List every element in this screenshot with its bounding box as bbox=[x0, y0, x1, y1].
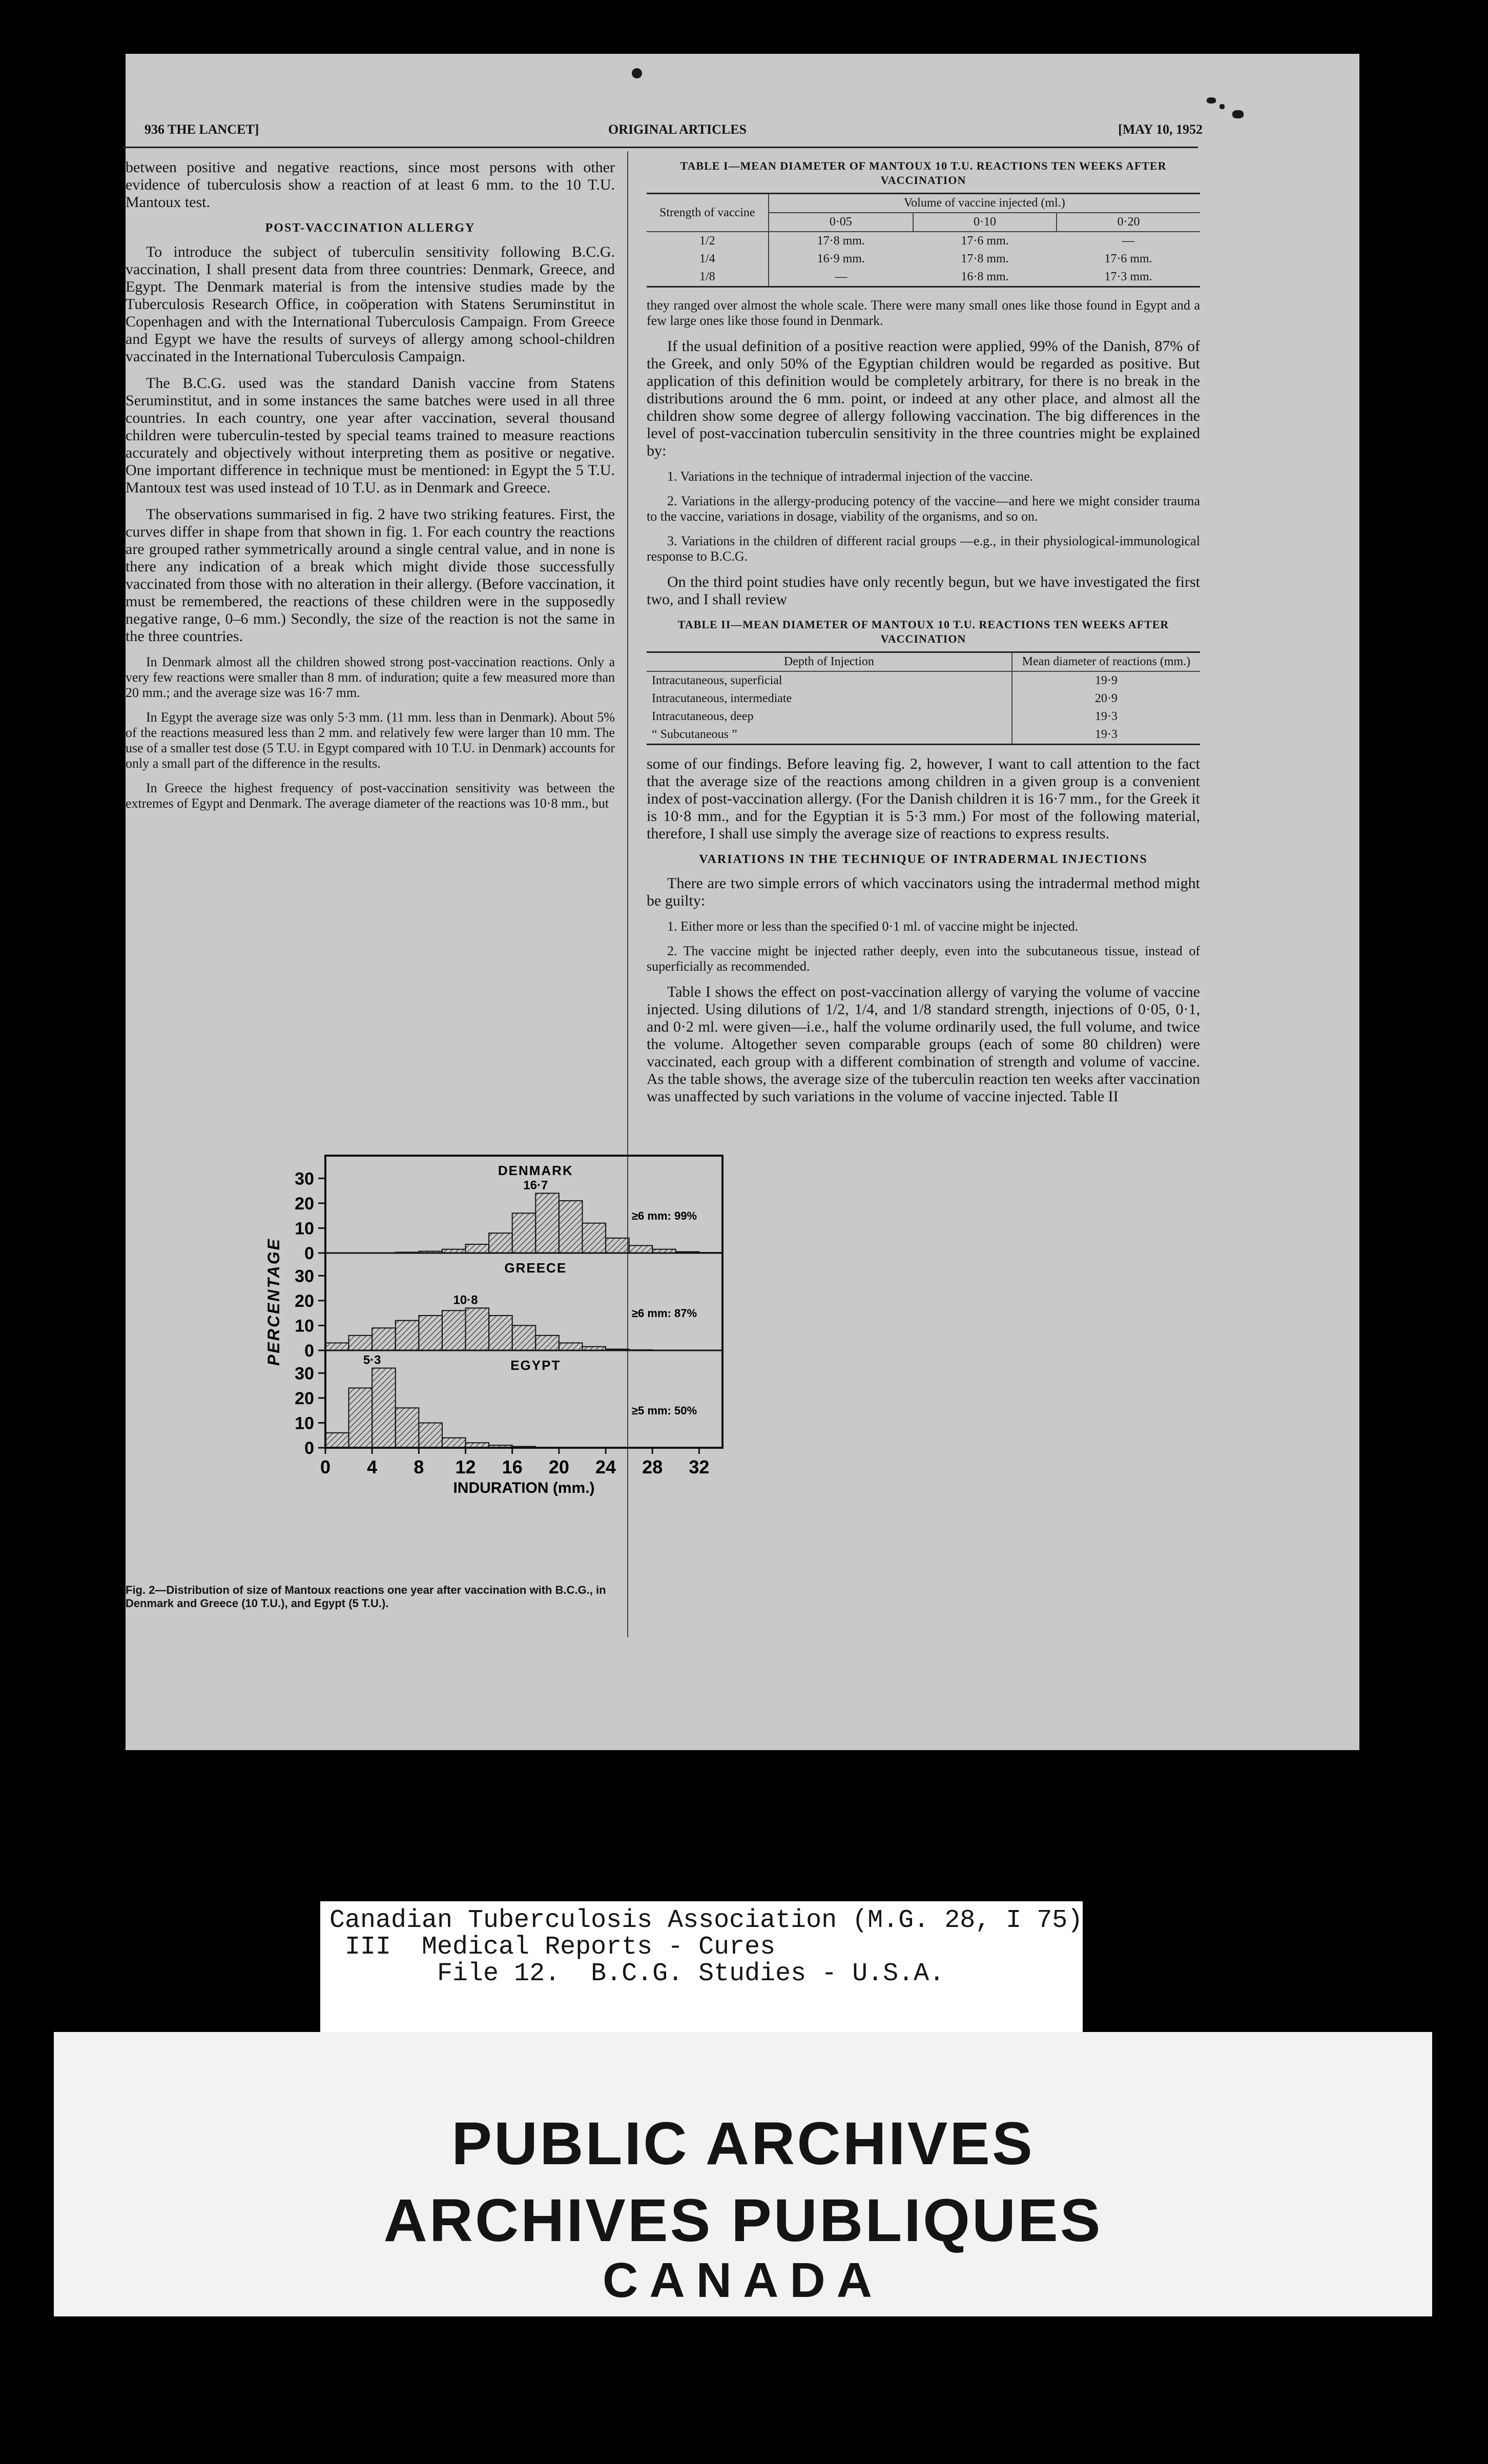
archive-label-line: Canadian Tuberculosis Association (M.G. 28, I 75) bbox=[329, 1906, 1083, 1935]
histogram-bar bbox=[349, 1336, 373, 1350]
stamp-line-canada: CANADA bbox=[603, 2253, 883, 2308]
table1-cell: — bbox=[835, 270, 848, 283]
table2-cell: Intracutaneous, intermediate bbox=[647, 690, 1012, 708]
paragraph: Table I shows the effect on post-vaccination allergy of varying the volume of vaccine injected. Using dilutions of 1/2, 1/4, and 1/8 standard strength, injections of 0·05, 0·1, and 0·2 ml. were given—i.e., half the volume ordinarily used, the full volume, and twice the volume. Altogether seven comparable groups (each of some 80 children) were vaccinated, each group with a different combination of strength and volume of vaccine. As the table shows, the average size of the tuberculin reaction ten weeks after vaccination was unaffected by such variations in the volume of vaccine injected. Table II bbox=[647, 983, 1200, 1105]
table1-header-strength: Strength of vaccine bbox=[647, 194, 769, 232]
histogram-bar bbox=[535, 1193, 559, 1253]
table1-cell: — bbox=[1122, 234, 1134, 248]
y-tick-label: 20 bbox=[295, 1388, 314, 1408]
histogram-bar bbox=[325, 1343, 349, 1350]
histogram-bar bbox=[396, 1321, 419, 1350]
x-tick-label: 8 bbox=[414, 1456, 424, 1477]
x-tick-label: 32 bbox=[689, 1456, 710, 1477]
histogram-bar bbox=[442, 1438, 466, 1448]
paragraph: they ranged over almost the whole scale. There were many small ones like those found in Egypt and a few large ones like those found in Denmark. bbox=[647, 298, 1200, 328]
x-tick-label: 4 bbox=[367, 1456, 378, 1477]
paragraph: On the third point studies have only recently begun, but we have investigated the first two, and I shall review bbox=[647, 573, 1200, 608]
archive-label-line: File 12. B.C.G. Studies - U.S.A. bbox=[329, 1959, 945, 1988]
panel-mean-label: 5·3 bbox=[363, 1353, 381, 1367]
x-axis-label: INDURATION (mm.) bbox=[453, 1480, 595, 1496]
histogram-bar bbox=[559, 1201, 583, 1253]
panel-mean-label: 10·8 bbox=[453, 1293, 478, 1307]
panel-percent-note: ≥6 mm: 87% bbox=[631, 1307, 697, 1320]
x-tick-label: 12 bbox=[455, 1456, 476, 1477]
y-axis-label: PERCENTAGE bbox=[264, 1238, 283, 1366]
table1-col-header: 0·20 bbox=[1057, 213, 1200, 232]
table2-cell: “ Subcutaneous ” bbox=[647, 726, 1012, 745]
x-tick-label: 28 bbox=[642, 1456, 663, 1477]
section-heading: POST-VACCINATION ALLERGY bbox=[265, 221, 476, 235]
y-tick-label: 10 bbox=[295, 1219, 314, 1239]
y-tick-label: 20 bbox=[295, 1194, 314, 1214]
paragraph: There are two simple errors of which vaccinators using the intradermal method might be guilty: bbox=[647, 875, 1200, 909]
y-tick-label: 10 bbox=[295, 1316, 314, 1336]
histogram-bar bbox=[582, 1223, 606, 1253]
histogram-bar bbox=[349, 1388, 373, 1448]
panel-percent-note: ≥6 mm: 99% bbox=[631, 1209, 697, 1222]
y-tick-label: 0 bbox=[304, 1439, 314, 1458]
list-item: 1. Variations in the technique of intradermal injection of the vaccine. bbox=[667, 469, 1034, 484]
table2-cell: 19·9 bbox=[1094, 674, 1118, 687]
histogram-bar bbox=[419, 1423, 442, 1448]
y-tick-label: 30 bbox=[295, 1169, 314, 1189]
section-title: ORIGINAL ARTICLES bbox=[608, 122, 747, 137]
figure-2-histogram bbox=[126, 1153, 740, 1645]
y-tick-label: 20 bbox=[295, 1291, 314, 1311]
table2-caption: TABLE II—MEAN DIAMETER OF MANTOUX 10 T.U. REACTIONS TEN WEEKS AFTER VACCINATION bbox=[677, 618, 1169, 645]
panel-mean-label: 16·7 bbox=[523, 1178, 548, 1193]
list-item: 1. Either more or less than the specified 0·1 ml. of vaccine might be injected. bbox=[667, 919, 1079, 934]
table1-cell: 1/8 bbox=[647, 268, 769, 287]
histogram-bar bbox=[535, 1447, 559, 1448]
table2-cell: 19·3 bbox=[1094, 710, 1118, 723]
x-tick-label: 20 bbox=[548, 1456, 569, 1477]
x-tick-label: 16 bbox=[502, 1456, 523, 1477]
histogram-bar bbox=[489, 1233, 512, 1253]
panel-country-label: DENMARK bbox=[498, 1163, 573, 1178]
y-tick-label: 30 bbox=[295, 1266, 314, 1286]
issue-date: [MAY 10, 1952 bbox=[1118, 122, 1203, 137]
table1-cell: 1/4 bbox=[647, 250, 769, 268]
paragraph: In Denmark almost all the children showed strong post-vaccination reactions. Only a very few reactions were smaller than 8 mm. of induration; quite a few measured more than 20 mm.; and the average size was 16·7 mm. bbox=[126, 654, 615, 700]
paragraph: The B.C.G. used was the standard Danish vaccine from Statens Seruminstitut, and in some instances the same batches were used in all three countries. In each country, one year after vaccination, several thousand children were tuberculin-tested by special teams trained to measure reactions accurately and objectively without interpreting them as positive or negative. One important difference in technique must be mentioned: in Egypt the 5 T.U. Mantoux test was used instead of 10 T.U. as in Denmark and Greece. bbox=[126, 375, 615, 496]
table1-cell: 1/2 bbox=[647, 232, 769, 250]
table1-caption: TABLE I—MEAN DIAMETER OF MANTOUX 10 T.U. REACTIONS TEN WEEKS AFTER VACCINATION bbox=[680, 159, 1167, 187]
archives-stamp bbox=[54, 2032, 1432, 2316]
table2-cell: 20·9 bbox=[1094, 692, 1118, 705]
table2-cell: Intracutaneous, superficial bbox=[647, 671, 1012, 690]
archive-label bbox=[320, 1901, 1083, 2037]
table2-cell: Intracutaneous, deep bbox=[647, 708, 1012, 726]
histogram-bar bbox=[489, 1445, 512, 1448]
archive-label-line: III Medical Reports - Cures bbox=[329, 1933, 776, 1962]
histogram-bar bbox=[559, 1343, 583, 1350]
list-item: 2. Variations in the allergy-producing potency of the vaccine—and here we might consider trauma to the vaccine, variations in dosage, viability of the organisms, and so on. bbox=[647, 494, 1200, 524]
figure-caption: Fig. 2—Distribution of size of Mantoux reactions one year after vaccination with B.C.G., in Denmark and Greece (10 T.U.), and Egypt (5 T.U.). bbox=[126, 1584, 606, 1610]
table2 bbox=[647, 651, 1200, 745]
histogram-bar bbox=[419, 1316, 442, 1350]
histogram-bar bbox=[606, 1238, 629, 1253]
x-tick-label: 0 bbox=[320, 1456, 331, 1477]
paragraph: To introduce the subject of tuberculin sensitivity following B.C.G. vaccination, I shall present data from three countries: Denmark, Greece, and Egypt. The Denmark material is from the intensive studies made by the Tuberculosis Research Office, in coöperation with Statens Seruminstitut in Copenhagen and with the International Tuberculosis Campaign. From Greece and Egypt we have the results of surveys of allergy among school-children vaccinated in the International Tuberculosis Campaign. bbox=[126, 243, 615, 365]
table1-cell: 17·8 mm. bbox=[817, 234, 865, 248]
histogram-bar bbox=[512, 1213, 536, 1253]
section-heading: VARIATIONS IN THE TECHNIQUE OF INTRADERMAL INJECTIONS bbox=[699, 853, 1148, 866]
histogram-bar bbox=[629, 1245, 653, 1253]
histogram-bar bbox=[489, 1316, 512, 1350]
histogram-bar bbox=[535, 1336, 559, 1350]
table1-cell: 17·6 mm. bbox=[1104, 252, 1152, 265]
paragraph: between positive and negative reactions, since most persons with other evidence of tuberculosis show a reaction of at least 6 mm. to the 10 T.U. Mantoux test. bbox=[126, 159, 615, 211]
table1-cell: 17·6 mm. bbox=[961, 234, 1009, 248]
histogram-bar bbox=[396, 1408, 419, 1448]
x-tick-label: 24 bbox=[595, 1456, 616, 1477]
histogram-bar bbox=[325, 1433, 349, 1448]
table2-cell: 19·3 bbox=[1094, 728, 1118, 741]
histogram-bar bbox=[512, 1325, 536, 1350]
table1-col-header: 0·05 bbox=[829, 215, 852, 229]
panel-country-label: GREECE bbox=[504, 1260, 567, 1276]
y-tick-label: 0 bbox=[304, 1244, 314, 1263]
y-tick-label: 0 bbox=[304, 1341, 314, 1361]
panel-percent-note: ≥5 mm: 50% bbox=[631, 1404, 697, 1417]
left-column bbox=[126, 159, 615, 1148]
stamp-line-fr: ARCHIVES PUBLIQUES bbox=[383, 2187, 1103, 2254]
table1-cell: 17·3 mm. bbox=[1104, 270, 1152, 283]
table1-cell: 17·8 mm. bbox=[961, 252, 1009, 265]
smudge-mark bbox=[1220, 104, 1225, 109]
histogram-bar bbox=[466, 1308, 489, 1350]
paragraph: In Greece the highest frequency of post-vaccination sensitivity was between the extremes of Egypt and Denmark. The average diameter of the reactions was 10·8 mm., but bbox=[126, 781, 615, 811]
histogram-bar bbox=[512, 1447, 536, 1448]
table1-cell: 16·9 mm. bbox=[817, 252, 865, 265]
table1-col-header: 0·10 bbox=[913, 213, 1057, 232]
histogram-bar bbox=[372, 1368, 396, 1448]
histogram-bar bbox=[442, 1310, 466, 1350]
table2-header-depth: Depth of Injection bbox=[647, 652, 1012, 672]
histogram-bar bbox=[466, 1443, 489, 1448]
paragraph: The observations summarised in fig. 2 have two striking features. First, the curves differ in shape from that shown in fig. 1. For each country the reactions are grouped rather symmetrically around a single central value, and in none is there any indication of a break which might divide those successfully vaccinated from those with no alteration in their allergy. (Before vaccination, it must be remembered, the reactions of these children were in the supposedly negative range, 0–6 mm.) Secondly, the size of the reaction is not the same in the three countries. bbox=[126, 506, 615, 645]
page-number: 936 THE LANCET] bbox=[144, 122, 259, 137]
table2-header-mean: Mean diameter of reactions (mm.) bbox=[1022, 655, 1191, 668]
punch-hole bbox=[632, 68, 642, 78]
stamp-line-en: PUBLIC ARCHIVES bbox=[451, 2110, 1035, 2178]
paragraph: If the usual definition of a positive reaction were applied, 99% of the Danish, 87% of the Greek, and only 50% of the Egyptian children would be regarded as positive. But application of this definition would be completely arbitrary, for there is no break in the distributions around the 6 mm. point, or indeed at any other place, and almost all the children show some degree of allergy following vaccination. The big differences in the level of post-vaccination tuberculin sensitivity in the three countries might be explained by: bbox=[647, 338, 1200, 459]
header-rule bbox=[123, 147, 1198, 148]
running-head bbox=[144, 122, 1203, 142]
table1-cell: 16·8 mm. bbox=[961, 270, 1009, 283]
list-item: 2. The vaccine might be injected rather deeply, even into the subcutaneous tissue, instead of superficially as recommended. bbox=[647, 943, 1200, 974]
table1 bbox=[647, 193, 1200, 288]
histogram-bar bbox=[372, 1328, 396, 1350]
panel-country-label: EGYPT bbox=[510, 1358, 561, 1373]
smudge-mark bbox=[1207, 97, 1216, 104]
smudge-mark bbox=[1232, 110, 1244, 118]
paragraph: In Egypt the average size was only 5·3 mm. (11 mm. less than in Denmark). About 5% of the reactions measured less than 2 mm. and relatively few were larger than 10 mm. The use of a smaller test dose (5 T.U. in Egypt compared with 10 T.U. in Denmark) accounts for only a small part of the difference in the results. bbox=[126, 710, 615, 771]
paragraph: some of our findings. Before leaving fig. 2, however, I want to call attention to the fact that the average size of the reactions among children in a given group is a convenient index of post-vaccination allergy. (For the Danish children it is 16·7 mm., for the Greek it is 10·8 mm., and for the Egyptian it is 5·3 mm.) For most of the following material, therefore, I shall use simply the average size of reactions to express results. bbox=[647, 755, 1200, 842]
table1-header-volume: Volume of vaccine injected (ml.) bbox=[769, 194, 1200, 213]
y-tick-label: 10 bbox=[295, 1413, 314, 1433]
y-tick-label: 30 bbox=[295, 1364, 314, 1384]
list-item: 3. Variations in the children of different racial groups —e.g., in their physiological-immunological response to B.C.G. bbox=[647, 533, 1200, 564]
histogram-bar bbox=[466, 1244, 489, 1253]
